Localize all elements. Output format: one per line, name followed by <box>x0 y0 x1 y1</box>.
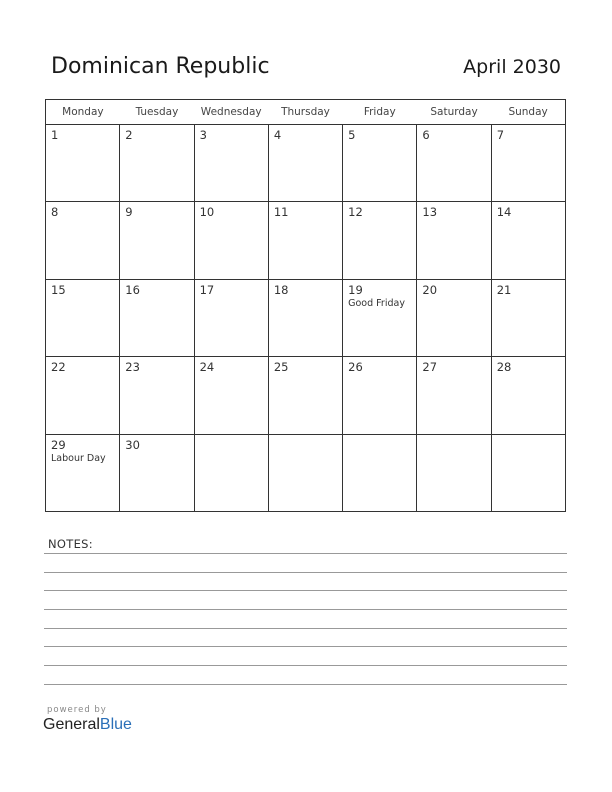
day-number: 18 <box>273 282 289 297</box>
holiday-label: Labour Day <box>51 452 106 464</box>
day-cell <box>268 357 342 434</box>
day-number: 4 <box>273 128 282 142</box>
day-number: 3 <box>199 128 207 142</box>
calendar-body <box>46 125 566 512</box>
day-cell <box>268 434 342 511</box>
weekday-wednesday: Wednesday <box>194 100 268 125</box>
day-cell <box>417 279 491 356</box>
day-number: 21 <box>496 282 512 297</box>
day-cell <box>120 125 194 202</box>
day-cell <box>46 357 120 434</box>
day-number: 17 <box>199 282 215 297</box>
day-number: 25 <box>273 360 289 375</box>
day-number: 5 <box>348 128 356 142</box>
day-cell <box>343 125 417 202</box>
weekday-sunday: Sunday <box>491 100 565 125</box>
day-number: 7 <box>496 128 505 142</box>
weekday-thursday: Thursday <box>268 100 342 125</box>
week-row <box>46 125 566 202</box>
holiday-label: Good Friday <box>348 297 405 309</box>
day-cell <box>417 357 491 434</box>
day-number: 23 <box>125 360 140 375</box>
day-cell <box>194 202 268 279</box>
weekday-saturday: Saturday <box>417 100 491 125</box>
weekday-monday: Monday <box>46 100 120 125</box>
day-cell <box>268 279 342 356</box>
day-number: 11 <box>273 205 289 220</box>
day-cell <box>343 357 417 434</box>
day-cell <box>343 434 417 511</box>
day-number: 24 <box>199 360 215 375</box>
week-row <box>46 202 566 279</box>
day-cell <box>46 279 120 356</box>
generalblue-logo[interactable] <box>43 716 132 734</box>
day-cell <box>120 434 194 511</box>
day-cell <box>46 202 120 279</box>
day-number: 19 <box>348 282 363 297</box>
day-number: 30 <box>125 437 140 452</box>
day-cell <box>343 202 417 279</box>
notes-label: NOTES: <box>48 537 93 551</box>
day-number: 20 <box>422 282 438 297</box>
calendar-grid <box>45 99 566 512</box>
weekday-friday: Friday <box>343 100 417 125</box>
week-row <box>46 357 566 434</box>
note-line <box>44 646 567 647</box>
powered-by-text: powered by <box>47 705 107 715</box>
day-cell <box>491 357 565 434</box>
note-line <box>44 590 567 591</box>
day-cell <box>46 434 120 511</box>
note-line <box>44 553 567 554</box>
day-cell <box>120 279 194 356</box>
note-line <box>44 665 567 666</box>
weekday-header-row <box>46 100 566 125</box>
day-cell <box>417 125 491 202</box>
day-number: 22 <box>51 360 66 375</box>
week-row <box>46 279 566 356</box>
day-cell <box>268 202 342 279</box>
day-number: 8 <box>51 205 59 220</box>
day-cell <box>268 125 342 202</box>
brand-general: General <box>43 716 100 733</box>
day-number: 28 <box>496 360 512 375</box>
brand-blue: Blue <box>99 716 132 733</box>
day-cell <box>491 434 565 511</box>
month-title: April 2030 <box>463 56 561 78</box>
week-row <box>46 434 566 511</box>
day-cell <box>194 434 268 511</box>
day-cell <box>194 357 268 434</box>
day-cell <box>120 202 194 279</box>
day-cell <box>194 279 268 356</box>
note-line <box>44 609 567 610</box>
day-number: 29 <box>51 437 66 452</box>
day-number: 14 <box>496 205 512 220</box>
day-cell <box>343 279 417 356</box>
day-cell <box>120 357 194 434</box>
day-cell <box>491 279 565 356</box>
day-cell <box>46 125 120 202</box>
day-number: 27 <box>422 360 438 375</box>
day-number: 12 <box>348 205 363 220</box>
day-cell <box>491 125 565 202</box>
day-number: 13 <box>422 205 438 220</box>
weekday-tuesday: Tuesday <box>120 100 194 125</box>
day-cell <box>194 125 268 202</box>
day-number: 15 <box>51 282 66 297</box>
day-number: 2 <box>125 128 133 142</box>
day-cell <box>417 434 491 511</box>
country-title: Dominican Republic <box>51 54 270 79</box>
day-number: 9 <box>125 205 133 220</box>
day-number: 1 <box>51 128 59 142</box>
day-number: 6 <box>422 128 430 142</box>
day-number: 16 <box>125 282 140 297</box>
note-line <box>44 684 567 685</box>
day-cell <box>491 202 565 279</box>
day-number: 26 <box>348 360 363 375</box>
day-number: 10 <box>199 205 215 220</box>
day-cell <box>417 202 491 279</box>
note-line <box>44 628 567 629</box>
note-line <box>44 572 567 573</box>
